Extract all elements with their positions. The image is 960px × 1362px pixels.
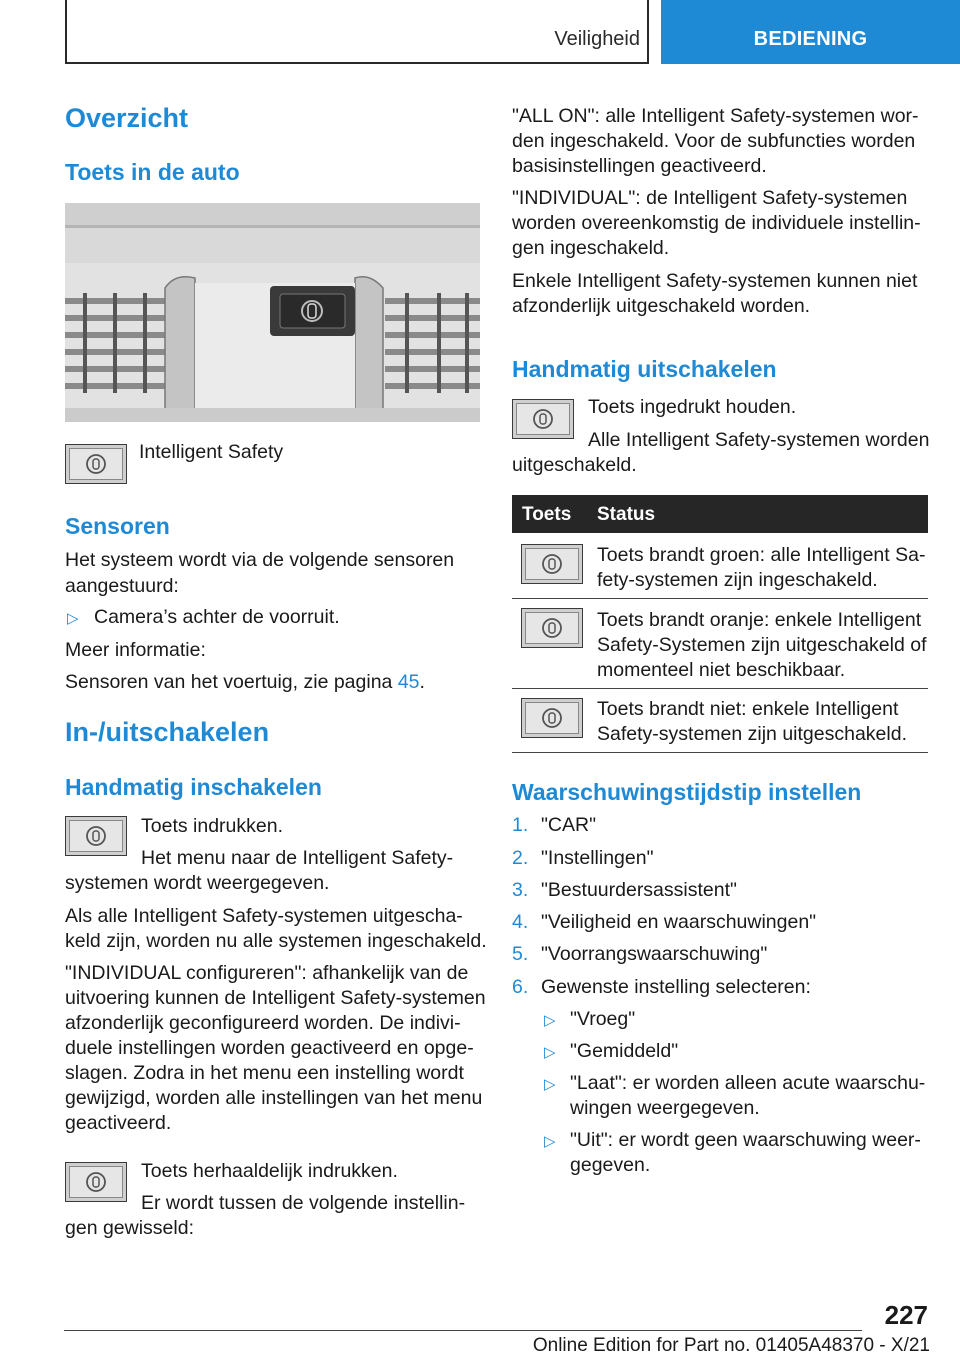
individual-line-1: "INDIVIDUAL configureren": afhankelijk van de bbox=[65, 962, 469, 984]
reference-end: . bbox=[419, 671, 425, 693]
step-text: Gewenste instelling selecteren: bbox=[541, 976, 811, 998]
some-systems-line-1: Enkele Intelligent Safety-systemen kunnen niet bbox=[512, 270, 918, 292]
individual-line-7: geactiveerd. bbox=[65, 1112, 172, 1134]
option-late-line-2: wingen weergegeven. bbox=[570, 1097, 760, 1119]
table-row-1-line-2: fety-systemen zijn ingeschakeld. bbox=[597, 569, 878, 591]
chapter-title: BEDIENING bbox=[753, 28, 868, 50]
step-number: 4. bbox=[512, 911, 529, 933]
step-number: 2. bbox=[512, 847, 529, 869]
all-off-line-1: Als alle Intelligent Safety-systemen uitgescha- bbox=[65, 905, 463, 927]
heading-overview: Overzicht bbox=[65, 103, 189, 133]
individual-line-3: afzonderlijk geconfigureerd worden. De indivi- bbox=[65, 1012, 461, 1034]
heading-button-car: Toets in de auto bbox=[65, 159, 240, 185]
individual-line-6: gewijzigd, worden alle instellingen van het menu bbox=[65, 1087, 483, 1109]
button-orange-icon bbox=[521, 608, 583, 648]
all-on-line-1: "ALL ON": alle Intelligent Safety-systemen wor- bbox=[512, 105, 919, 127]
all-on-line-2: den ingeschakeld. Voor de subfuncties worden bbox=[512, 130, 916, 152]
table-bottom-border bbox=[512, 752, 928, 753]
step-text: "Voorrangswaarschuwing" bbox=[541, 943, 768, 965]
table-row-2-line-1: Toets brandt oranje: enkele Intelligent bbox=[597, 609, 922, 631]
manual-off-result-line-1: Alle Intelligent Safety-systemen worden bbox=[588, 429, 930, 451]
step-text: "Instellingen" bbox=[541, 847, 654, 869]
manual-on-result-line-2: systemen wordt weergegeven. bbox=[65, 872, 330, 894]
option-medium: "Gemiddeld" bbox=[570, 1040, 679, 1062]
manual-off-result-line-2: uitgeschakeld. bbox=[512, 454, 637, 476]
table-row-divider bbox=[512, 688, 928, 689]
step-number: 6. bbox=[512, 976, 529, 998]
table-row-1-line-1: Toets brandt groen: alle Intelligent Sa- bbox=[597, 544, 926, 566]
button-green-icon bbox=[521, 544, 583, 584]
bullet-triangle-icon: ▷ bbox=[544, 1012, 556, 1029]
page-link-45[interactable]: 45 bbox=[397, 671, 420, 693]
step-number: 5. bbox=[512, 943, 529, 965]
option-off-line-2: gegeven. bbox=[570, 1154, 651, 1176]
option-late-line-1: "Laat": er worden alleen acute waarschu- bbox=[570, 1072, 926, 1094]
step-number: 1. bbox=[512, 814, 529, 836]
manual-on-action: Toets indrukken. bbox=[141, 815, 283, 837]
individual-line-2: uitvoering kunnen de Intelligent Safety-systemen bbox=[65, 987, 486, 1009]
intelligent-safety-button-icon bbox=[65, 444, 127, 484]
individual-mode-line-2: worden overeenkomstig de individuele instellin- bbox=[512, 212, 921, 234]
some-systems-line-2: afzonderlijk uitgeschakeld worden. bbox=[512, 295, 811, 317]
individual-line-5: slagen. Zodra in het menu een instelling wordt bbox=[65, 1062, 464, 1084]
sensors-text-line-1: Het systeem wordt via de volgende sensoren bbox=[65, 549, 455, 571]
option-off-line-1: "Uit": er wordt geen waarschuwing weer- bbox=[570, 1129, 921, 1151]
step-number: 3. bbox=[512, 879, 529, 901]
bullet-triangle-icon: ▷ bbox=[67, 610, 79, 627]
bullet-triangle-icon: ▷ bbox=[544, 1044, 556, 1061]
more-info-label: Meer informatie: bbox=[65, 639, 206, 661]
all-off-line-2: keld zijn, worden nu alle systemen ingeschakeld. bbox=[65, 930, 487, 952]
manual-on-result-line-1: Het menu naar de Intelligent Safety- bbox=[141, 847, 454, 869]
table-row-3-line-2: Safety-systemen zijn uitgeschakeld. bbox=[597, 723, 907, 745]
button-off-icon bbox=[521, 698, 583, 738]
sensors-reference bbox=[65, 669, 425, 695]
chapter-tab bbox=[661, 0, 960, 64]
reference-text: Sensoren van het voertuig, zie pagina bbox=[65, 671, 398, 693]
heading-manual-off: Handmatig uitschakelen bbox=[512, 356, 777, 382]
step-text: "CAR" bbox=[541, 814, 597, 836]
dashboard-photo bbox=[65, 203, 480, 422]
icon-caption: Intelligent Safety bbox=[139, 441, 284, 463]
repeat-result-line-2: gen gewisseld: bbox=[65, 1217, 194, 1239]
individual-line-4: duele instellingen worden geactiveerd en opge- bbox=[65, 1037, 474, 1059]
section-title: Veiligheid bbox=[554, 28, 640, 50]
repeat-action: Toets herhaaldelijk indrukken. bbox=[141, 1160, 398, 1182]
page-number: 227 bbox=[884, 1300, 928, 1330]
table-header-status: Status bbox=[597, 504, 656, 525]
heading-switch-on-off: In-/uitschakelen bbox=[65, 717, 270, 747]
step-text: "Bestuurdersassistent" bbox=[541, 879, 737, 901]
repeat-result-line-1: Er wordt tussen de volgende instellin- bbox=[141, 1192, 466, 1214]
sensors-text-line-2: aangestuurd: bbox=[65, 575, 179, 597]
footer-divider bbox=[64, 1330, 862, 1331]
safety-button-icon-off bbox=[512, 399, 574, 439]
heading-warning-time: Waarschuwingstijdstip instellen bbox=[512, 779, 862, 805]
table-row-divider bbox=[512, 598, 928, 599]
sensor-item: Camera’s achter de voorruit. bbox=[94, 606, 340, 628]
bullet-triangle-icon: ▷ bbox=[544, 1076, 556, 1093]
individual-mode-line-1: "INDIVIDUAL": de Intelligent Safety-systemen bbox=[512, 187, 908, 209]
heading-sensors: Sensoren bbox=[65, 513, 170, 539]
table-row-2-line-3: momenteel niet beschikbaar. bbox=[597, 659, 846, 681]
option-early: "Vroeg" bbox=[570, 1008, 636, 1030]
heading-manual-on: Handmatig inschakelen bbox=[65, 774, 322, 800]
table-header-button: Toets bbox=[522, 504, 572, 525]
table-row-2-line-2: Safety-Systemen zijn uitgeschakeld of bbox=[597, 634, 927, 656]
individual-mode-line-3: gen ingeschakeld. bbox=[512, 237, 670, 259]
all-on-line-3: basisinstellingen geactiveerd. bbox=[512, 155, 767, 177]
manual-off-action: Toets ingedrukt houden. bbox=[588, 396, 797, 418]
footer-edition: Online Edition for Part no. 01405A48370 - X/21 bbox=[532, 1335, 930, 1356]
safety-button-icon bbox=[65, 816, 127, 856]
step-text: "Veiligheid en waarschuwingen" bbox=[541, 911, 817, 933]
safety-button-icon-repeat bbox=[65, 1162, 127, 1202]
table-row-3-line-1: Toets brandt niet: enkele Intelligent bbox=[597, 698, 899, 720]
table-header bbox=[512, 495, 928, 533]
bullet-triangle-icon: ▷ bbox=[544, 1133, 556, 1150]
